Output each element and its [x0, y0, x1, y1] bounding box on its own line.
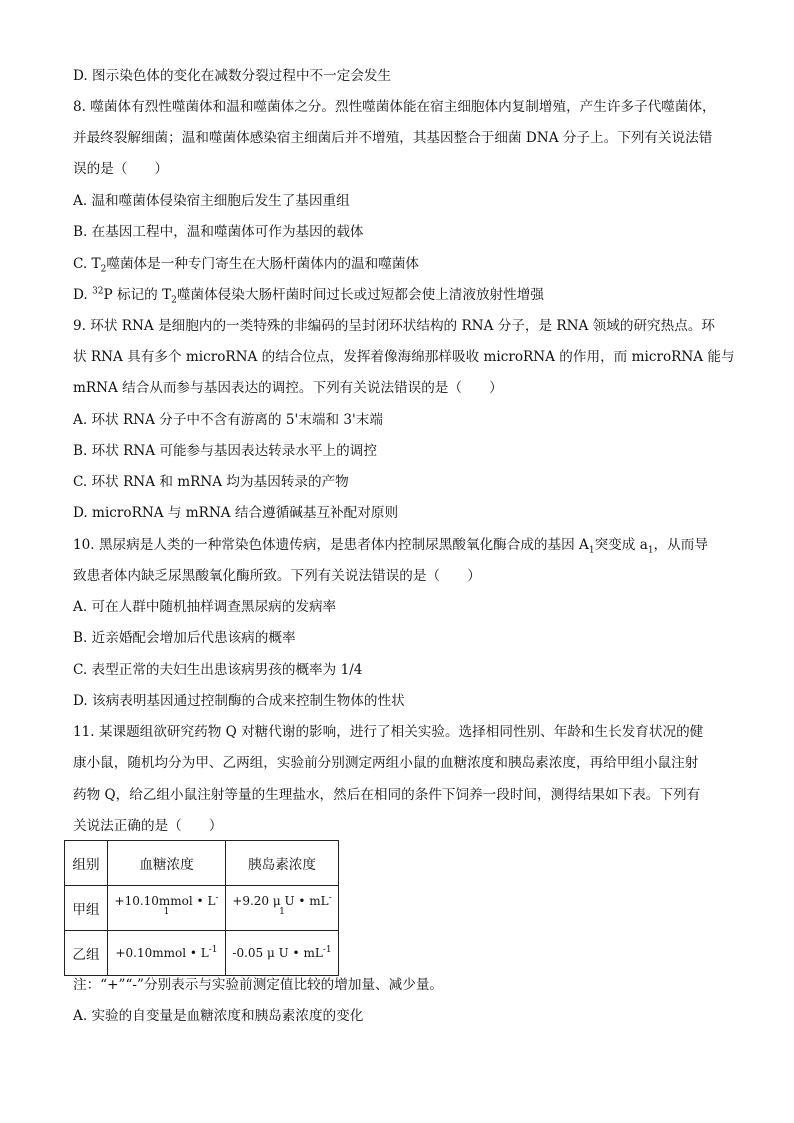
superscript: 32 [92, 286, 104, 297]
q10-stem-line-2 [73, 566, 733, 586]
subscript: 2 [171, 295, 177, 306]
table-row [65, 886, 339, 931]
exponent: -1 [208, 945, 218, 955]
q10-option-a [73, 597, 733, 617]
value: +0.10mmol • L [115, 946, 209, 960]
text: 10. 黑尿病是人类的一种常染色体遗传病，是患者体内控制尿黑酸氧化酶合成的基因 A [73, 537, 589, 553]
q11-stem-line-2 [73, 753, 733, 773]
q9-option-d [73, 503, 733, 523]
cell-glucose [108, 931, 226, 976]
text: ，从而导 [653, 537, 708, 553]
q9-option-b [73, 441, 733, 461]
text: D. [73, 287, 93, 303]
q9-option-a [73, 410, 733, 430]
q10-option-b [73, 628, 733, 648]
header-glucose: 血糖浓度 [108, 841, 226, 886]
text: D. 图示染色体的变化在减数分裂过程中不一定会发生 [73, 68, 392, 84]
subscript: 2 [100, 264, 107, 275]
text: A. 温和噬菌体侵染宿主细胞后发生了基因重组 [73, 193, 350, 209]
text: 突变成 a [594, 537, 648, 553]
text: 致患者体内缺乏尿黑酸氧化酶所致。下列有关说法错误的是（ ） [73, 568, 481, 584]
exponent: -1 [163, 893, 219, 917]
cell-insulin [226, 931, 339, 976]
results-table [64, 840, 339, 976]
text: A. 可在人群中随机抽样调查黑尿病的发病率 [73, 599, 337, 615]
q11-stem-line-3 [73, 785, 733, 805]
q9-stem-line-1 [73, 316, 733, 336]
q10-option-d [73, 691, 733, 711]
text: A. 实验的自变量是血糖浓度和胰岛素浓度的变化 [73, 1008, 364, 1024]
text: D. microRNA 与 mRNA 结合遵循碱基互补配对原则 [73, 505, 399, 521]
subscript: 1 [588, 545, 595, 556]
text: B. 近亲婚配会增加后代患该病的概率 [73, 630, 296, 646]
cell-group: 乙组 [65, 931, 108, 976]
q11-stem-line-1 [73, 722, 733, 742]
header-insulin: 胰岛素浓度 [226, 841, 339, 886]
text: C. 表型正常的夫妇生出患该病男孩的概率为 1/4 [73, 662, 363, 678]
q10-stem-line-1 [73, 535, 733, 555]
text: 误的是（ ） [73, 161, 169, 177]
cell-insulin [226, 886, 339, 931]
table-row [65, 931, 339, 976]
q8-stem-line-1 [73, 97, 733, 117]
text: 康小鼠，随机均分为甲、乙两组，实验前分别测定两组小鼠的血糖浓度和胰岛素浓度，再给甲组小鼠注射 [73, 755, 699, 771]
q8-option-a [73, 191, 733, 211]
value: +10.10mmol • L [114, 894, 216, 908]
q8-option-b [73, 222, 733, 242]
text: P 标记的 T [103, 287, 172, 303]
text: 注：“+”“-”分别表示与实验前测定值比较的增加量、减少量。 [73, 977, 444, 993]
q9-option-c [73, 472, 733, 492]
text: A. 环状 RNA 分子中不含有游离的 5'末端和 3'末端 [73, 412, 383, 428]
q7-option-d [73, 66, 733, 86]
q10-option-c [73, 660, 733, 680]
text: 药物 Q，给乙组小鼠注射等量的生理盐水，然后在相同的条件下饲养一段时间，测得结果如下表。下列有 [73, 787, 701, 803]
text: D. 该病表明基因通过控制酶的合成来控制生物体的性状 [73, 693, 405, 709]
table-note [73, 975, 733, 995]
text: C. 环状 RNA 和 mRNA 均为基因转录的产物 [73, 474, 349, 490]
text: 关说法正确的是（ ） [73, 818, 223, 834]
q9-stem-line-3 [73, 378, 733, 398]
q8-option-c [73, 254, 733, 274]
exponent: -1 [279, 893, 332, 917]
exponent: -1 [322, 945, 332, 955]
text: C. T [73, 256, 101, 272]
cell-glucose [108, 886, 226, 931]
cell-group: 甲组 [65, 886, 108, 931]
q8-option-d [73, 285, 733, 305]
q11-stem-line-4 [73, 816, 733, 836]
subscript: 1 [647, 545, 654, 556]
text: 并最终裂解细菌；温和噬菌体感染宿主细菌后并不增殖，其基因整合于细菌 DNA 分子上。下列有关说法错 [73, 130, 713, 146]
text: B. 在基因工程中，温和噬菌体可作为基因的载体 [73, 224, 364, 240]
text: 噬菌体侵染大肠杆菌时间过长或过短都会使上清液放射性增强 [176, 287, 544, 303]
table-header-row [65, 841, 339, 886]
q8-stem-line-2 [73, 128, 733, 148]
text: 状 RNA 具有多个 microRNA 的结合位点，发挥着像海绵那样吸收 microRNA 的作用，而 microRNA 能与 [73, 349, 735, 365]
value: +9.20 μ U • mL [232, 894, 329, 908]
q8-stem-line-3 [73, 159, 733, 179]
header-group: 组别 [65, 841, 108, 886]
text: 9. 环状 RNA 是细胞内的一类特殊的非编码的呈封闭环状结构的 RNA 分子，是 RNA 领域的研究热点。环 [73, 318, 716, 334]
text: B. 环状 RNA 可能参与基因表达转录水平上的调控 [73, 443, 377, 459]
q11-option-a [73, 1006, 733, 1026]
text: 8. 噬菌体有烈性噬菌体和温和噬菌体之分。烈性噬菌体能在宿主细胞体内复制增殖，产生许多子代噬菌体， [73, 99, 716, 115]
text: mRNA 结合从而参与基因表达的调控。下列有关说法错误的是（ ） [73, 380, 503, 396]
text: 噬菌体是一种专门寄生在大肠杆菌体内的温和噬菌体 [106, 256, 420, 272]
text: 11. 某课题组欲研究药物 Q 对糖代谢的影响，进行了相关实验。选择相同性别、年龄和生长发育状况的健 [73, 724, 704, 740]
value: -0.05 μ U • mL [232, 946, 323, 960]
q9-stem-line-2 [73, 347, 733, 367]
